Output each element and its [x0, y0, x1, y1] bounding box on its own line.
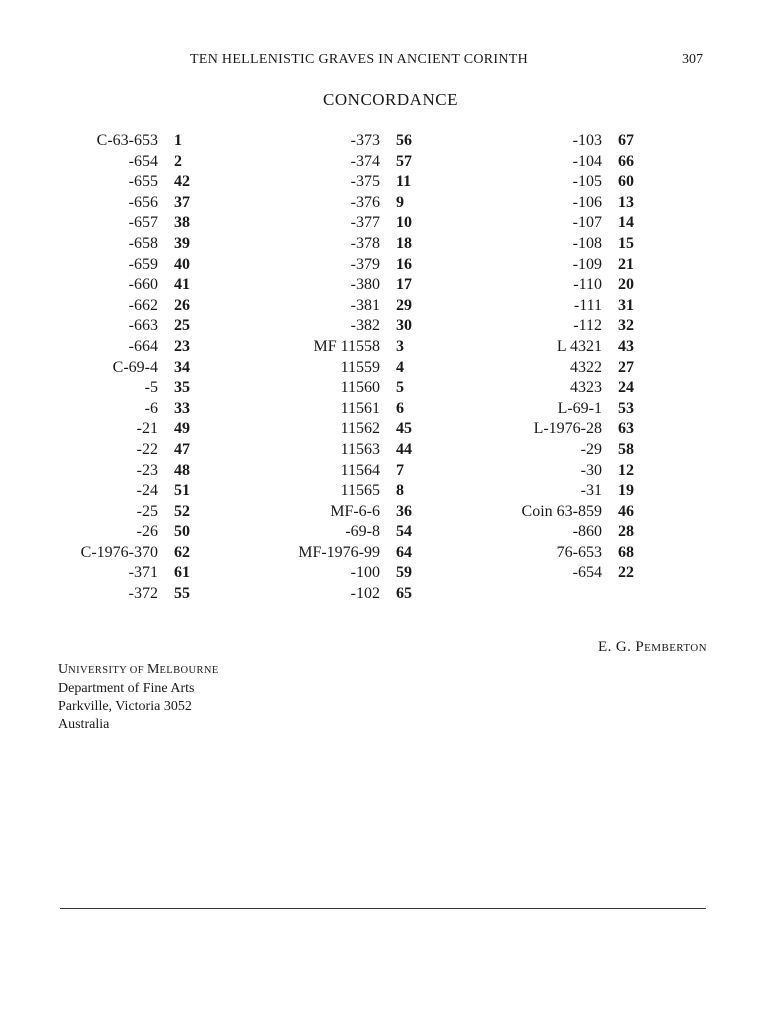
concordance-row	[484, 152, 662, 173]
inventory-number: MF-6-6	[330, 502, 380, 520]
catalogue-number: 44	[396, 440, 412, 458]
catalogue-number: 54	[396, 523, 412, 541]
catalogue-number: 60	[618, 173, 634, 191]
catalogue-number: 65	[396, 585, 412, 603]
catalogue-number: 34	[174, 358, 190, 376]
inventory-number: -860	[572, 523, 602, 541]
catalogue-number: 30	[396, 317, 412, 335]
concordance-row	[484, 255, 662, 276]
catalogue-number: 28	[618, 523, 634, 541]
catalogue-number: 41	[174, 276, 190, 294]
catalogue-number: 1	[174, 132, 182, 149]
catalogue-number: 49	[174, 420, 190, 438]
inventory-number: MF-1976-99	[298, 543, 380, 561]
catalogue-number: 31	[618, 296, 634, 314]
inventory-number: -31	[580, 482, 602, 500]
concordance-row	[484, 296, 662, 317]
catalogue-number: 29	[396, 296, 412, 314]
catalogue-number: 63	[618, 420, 634, 438]
inventory-number: C-69-4	[112, 358, 158, 376]
inventory-number: -663	[128, 317, 158, 335]
catalogue-number: 50	[174, 523, 190, 541]
concordance-row	[262, 316, 440, 337]
inventory-number: -103	[572, 132, 602, 149]
concordance-row	[262, 296, 440, 317]
concordance-row	[40, 502, 218, 523]
concordance-row	[40, 399, 218, 420]
concordance-row	[484, 337, 662, 358]
inventory-number: 4322	[570, 358, 602, 376]
concordance-row	[40, 255, 218, 276]
concordance-row	[484, 378, 662, 399]
concordance-row	[262, 543, 440, 564]
concordance-row	[40, 461, 218, 482]
concordance-row	[262, 213, 440, 234]
catalogue-number: 46	[618, 502, 634, 520]
catalogue-number: 55	[174, 585, 190, 603]
inventory-number: -108	[572, 234, 602, 252]
page-number: 307	[682, 52, 703, 67]
inventory-number: -69-8	[345, 523, 380, 541]
catalogue-number: 4	[396, 358, 404, 376]
concordance-row	[262, 172, 440, 193]
inventory-number: 11562	[340, 420, 380, 438]
inventory-number: -664	[128, 337, 158, 355]
catalogue-number: 3	[396, 337, 404, 355]
catalogue-number: 9	[396, 193, 404, 211]
catalogue-number: 68	[618, 543, 634, 561]
inventory-number: -656	[128, 193, 158, 211]
catalogue-number: 66	[618, 152, 634, 170]
catalogue-number: 40	[174, 255, 190, 273]
inventory-number: -26	[136, 523, 158, 541]
inventory-number: 76-653	[556, 543, 602, 561]
catalogue-number: 20	[618, 276, 634, 294]
inventory-number: -6	[144, 399, 158, 417]
concordance-row	[40, 543, 218, 564]
concordance-row	[262, 522, 440, 543]
concordance-row	[262, 193, 440, 214]
catalogue-number: 37	[174, 193, 190, 211]
author-surname-rest: EMBERTON	[644, 642, 707, 654]
inventory-number: -375	[350, 173, 380, 191]
inventory-number: -658	[128, 234, 158, 252]
concordance-row	[40, 378, 218, 399]
catalogue-number: 18	[396, 234, 412, 252]
concordance-row	[484, 543, 662, 564]
catalogue-number: 53	[618, 399, 634, 417]
catalogue-number: 39	[174, 234, 190, 252]
concordance-row	[262, 337, 440, 358]
concordance-row	[40, 522, 218, 543]
inventory-number: -23	[136, 461, 158, 479]
catalogue-number: 47	[174, 440, 190, 458]
inventory-number: -374	[350, 152, 380, 170]
concordance-row	[262, 358, 440, 379]
catalogue-number: 22	[618, 564, 634, 582]
inventory-number: -112	[573, 317, 602, 335]
inventory-number: 4323	[570, 379, 602, 397]
inventory-number: -380	[350, 276, 380, 294]
concordance-row	[40, 213, 218, 234]
inventory-number: 11560	[340, 379, 380, 397]
catalogue-number: 42	[174, 173, 190, 191]
inventory-number: -376	[350, 193, 380, 211]
city-line: Parkville, Victoria 3052	[58, 699, 192, 714]
catalogue-number: 61	[174, 564, 190, 582]
inventory-number: -30	[580, 461, 602, 479]
concordance-row	[484, 275, 662, 296]
inventory-number: -106	[572, 193, 602, 211]
catalogue-number: 19	[618, 482, 634, 500]
catalogue-number: 35	[174, 379, 190, 397]
concordance-row	[484, 440, 662, 461]
footer-rule	[60, 908, 706, 909]
inventory-number: 11565	[340, 482, 380, 500]
concordance-row	[40, 296, 218, 317]
inventory-number: -371	[128, 564, 158, 582]
inventory-number: -110	[573, 276, 602, 294]
catalogue-number: 15	[618, 234, 634, 252]
concordance-row	[484, 399, 662, 420]
catalogue-number: 52	[174, 502, 190, 520]
catalogue-number: 36	[396, 502, 412, 520]
inventory-number: -654	[572, 564, 602, 582]
catalogue-number: 32	[618, 317, 634, 335]
concordance-row	[262, 131, 440, 152]
concordance-row	[262, 584, 440, 605]
catalogue-number: 27	[618, 358, 634, 376]
concordance-row	[40, 358, 218, 379]
catalogue-number: 26	[174, 296, 190, 314]
concordance-row	[262, 481, 440, 502]
catalogue-number: 45	[396, 420, 412, 438]
inventory-number: -381	[350, 296, 380, 314]
catalogue-number: 10	[396, 214, 412, 232]
concordance-column-3	[484, 131, 662, 584]
inventory-number: -662	[128, 296, 158, 314]
catalogue-number: 12	[618, 461, 634, 479]
inventory-number: MF 11558	[313, 337, 380, 355]
concordance-row	[484, 461, 662, 482]
author-initials: E. G. P	[598, 639, 645, 655]
catalogue-number: 38	[174, 214, 190, 232]
author-affiliation	[58, 661, 219, 734]
inventory-number: -655	[128, 173, 158, 191]
concordance-row	[484, 172, 662, 193]
author-signature	[598, 639, 707, 656]
catalogue-number: 23	[174, 337, 190, 355]
concordance-column-2	[262, 131, 440, 605]
running-head-title: TEN HELLENISTIC GRAVES IN ANCIENT CORINTH	[190, 52, 529, 67]
inventory-number: -102	[350, 585, 380, 603]
catalogue-number: 17	[396, 276, 412, 294]
catalogue-number: 2	[174, 152, 182, 170]
catalogue-number: 33	[174, 399, 190, 417]
section-title: CONCORDANCE	[323, 90, 458, 109]
catalogue-number: 56	[396, 132, 412, 149]
concordance-row	[262, 275, 440, 296]
concordance-row	[40, 481, 218, 502]
catalogue-number: 51	[174, 482, 190, 500]
inventory-number: Coin 63-859	[521, 502, 602, 520]
catalogue-number: 21	[618, 255, 634, 273]
catalogue-number: 7	[396, 461, 404, 479]
concordance-row	[40, 337, 218, 358]
concordance-row	[484, 131, 662, 152]
concordance-row	[40, 440, 218, 461]
catalogue-number: 25	[174, 317, 190, 335]
inventory-number: -109	[572, 255, 602, 273]
inventory-number: -379	[350, 255, 380, 273]
inventory-number: L 4321	[556, 337, 602, 355]
concordance-row	[484, 522, 662, 543]
catalogue-number: 48	[174, 461, 190, 479]
concordance-row	[40, 234, 218, 255]
concordance-row	[262, 255, 440, 276]
catalogue-number: 8	[396, 482, 404, 500]
inventory-number: -107	[572, 214, 602, 232]
inventory-number: -373	[350, 132, 380, 149]
catalogue-number: 6	[396, 399, 404, 417]
inventory-number: 11561	[340, 399, 380, 417]
inventory-number: L-69-1	[557, 399, 602, 417]
concordance-row	[262, 234, 440, 255]
concordance-row	[262, 378, 440, 399]
inventory-number: -111	[573, 296, 602, 314]
concordance-row	[40, 275, 218, 296]
inventory-number: L-1976-28	[533, 420, 602, 438]
inventory-number: -659	[128, 255, 158, 273]
concordance-row	[262, 440, 440, 461]
inventory-number: 11563	[340, 440, 380, 458]
inventory-number: -660	[128, 276, 158, 294]
concordance-row	[262, 563, 440, 584]
concordance-row	[262, 399, 440, 420]
catalogue-number: 16	[396, 255, 412, 273]
inventory-number: -104	[572, 152, 602, 170]
catalogue-number: 13	[618, 193, 634, 211]
concordance-row	[262, 152, 440, 173]
inventory-number: -29	[580, 440, 602, 458]
concordance-row	[484, 358, 662, 379]
concordance-row	[40, 419, 218, 440]
catalogue-number: 62	[174, 543, 190, 561]
catalogue-number: 24	[618, 379, 634, 397]
inventory-number: -105	[572, 173, 602, 191]
concordance-row	[40, 131, 218, 152]
inventory-number: C-1976-370	[80, 543, 158, 561]
inventory-number: -654	[128, 152, 158, 170]
concordance-row	[262, 419, 440, 440]
concordance-row	[484, 481, 662, 502]
country-line: Australia	[58, 717, 110, 732]
inventory-number: C-63-653	[96, 132, 158, 149]
catalogue-number: 64	[396, 543, 412, 561]
catalogue-number: 11	[396, 173, 412, 191]
inventory-number: -100	[350, 564, 380, 582]
concordance-row	[40, 152, 218, 173]
catalogue-number: 67	[618, 132, 634, 149]
concordance-row	[40, 193, 218, 214]
concordance-row	[40, 563, 218, 584]
concordance-row	[484, 316, 662, 337]
concordance-row	[262, 502, 440, 523]
inventory-number: -24	[136, 482, 158, 500]
inventory-number: 11564	[340, 461, 380, 479]
catalogue-number: 59	[396, 564, 412, 582]
concordance-row	[262, 461, 440, 482]
concordance-row	[40, 316, 218, 337]
concordance-row	[484, 213, 662, 234]
inventory-number: 11559	[340, 358, 380, 376]
concordance-row	[484, 563, 662, 584]
concordance-row	[40, 584, 218, 605]
catalogue-number: 58	[618, 440, 634, 458]
inventory-number: -5	[144, 379, 158, 397]
catalogue-number: 57	[396, 152, 412, 170]
inventory-number: -382	[350, 317, 380, 335]
concordance-row	[484, 193, 662, 214]
concordance-row	[40, 172, 218, 193]
concordance-row	[484, 502, 662, 523]
catalogue-number: 43	[618, 337, 634, 355]
catalogue-number: 5	[396, 379, 404, 397]
concordance-row	[484, 234, 662, 255]
institution-name: UNIVERSITY OF MELBOURNE	[58, 662, 219, 677]
inventory-number: -21	[136, 420, 158, 438]
inventory-number: -22	[136, 440, 158, 458]
inventory-number: -377	[350, 214, 380, 232]
department-name: Department of Fine Arts	[58, 681, 195, 696]
inventory-number: -25	[136, 502, 158, 520]
catalogue-number: 14	[618, 214, 634, 232]
inventory-number: -372	[128, 585, 158, 603]
inventory-number: -378	[350, 234, 380, 252]
concordance-column-1	[40, 131, 218, 605]
inventory-number: -657	[128, 214, 158, 232]
concordance-row	[484, 419, 662, 440]
